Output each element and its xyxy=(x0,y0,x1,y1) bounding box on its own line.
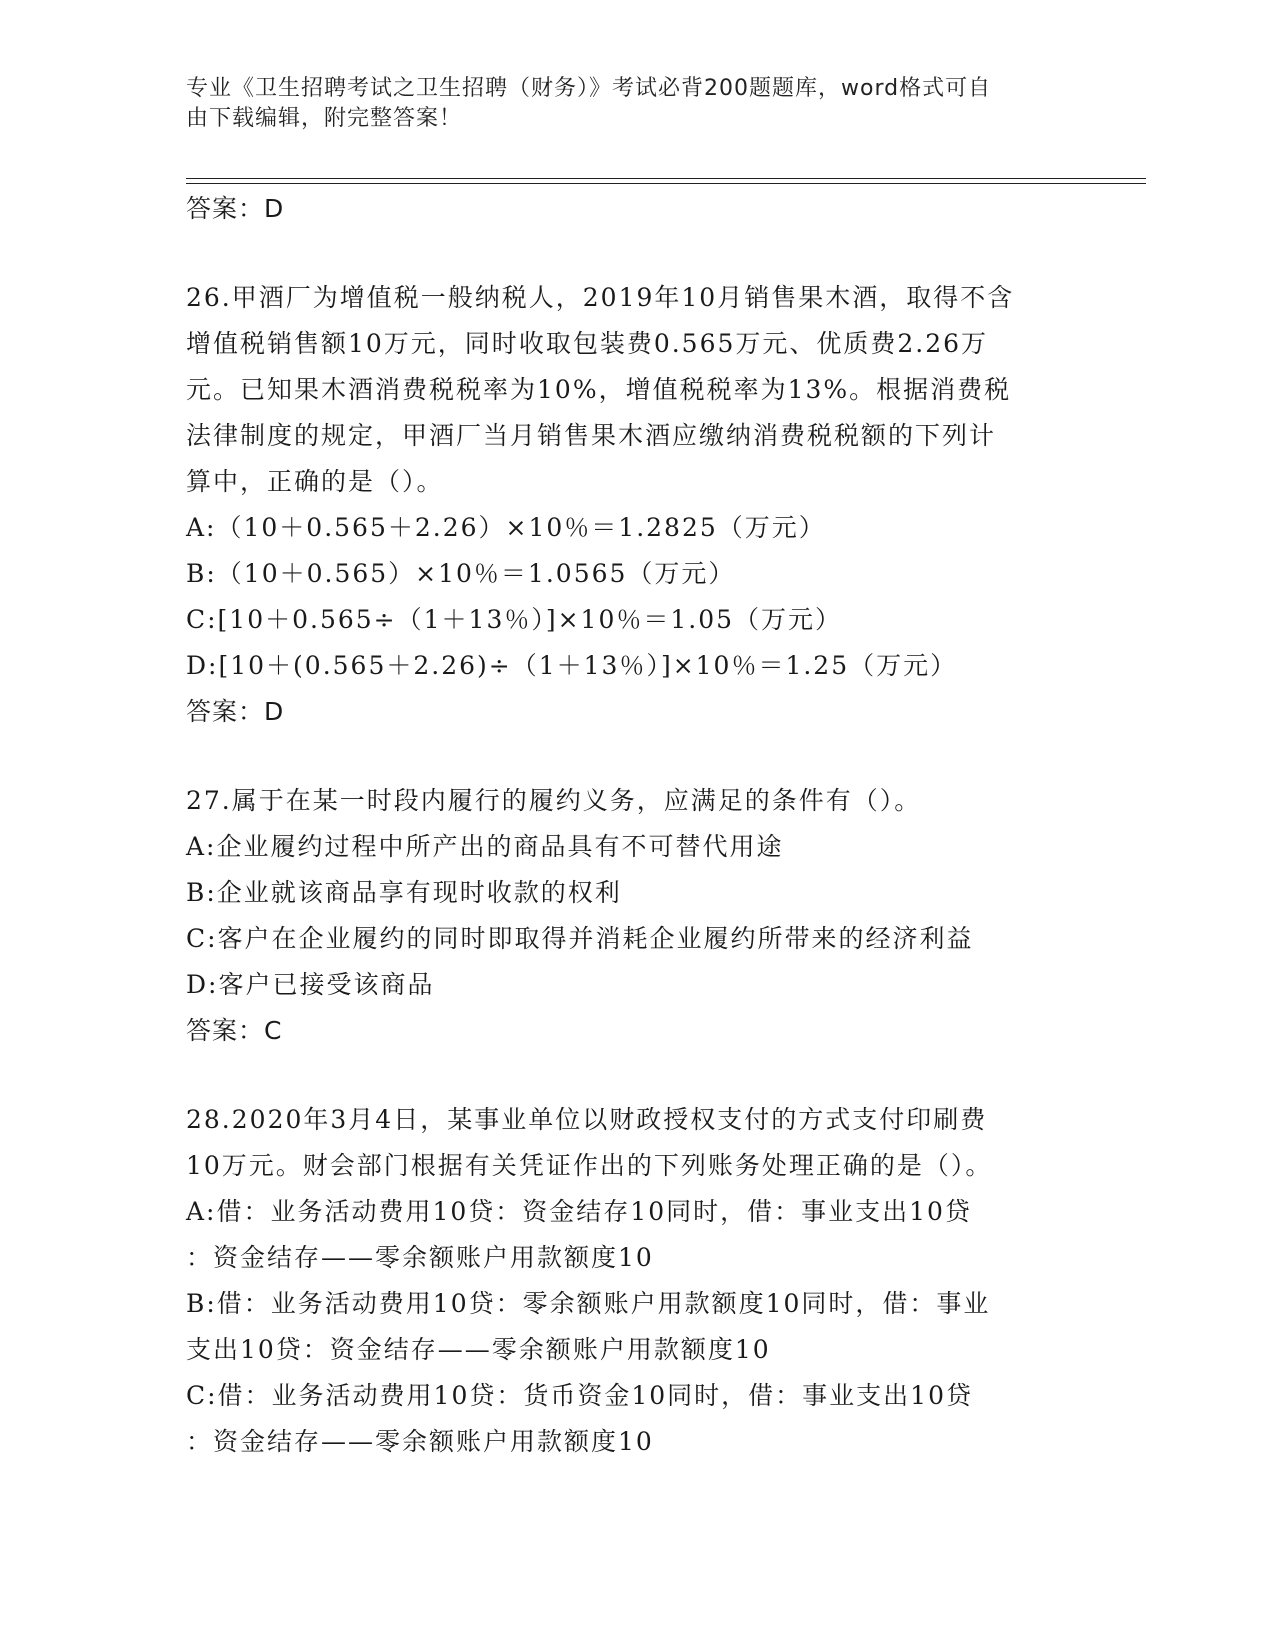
option-d: D:客户已接受该商品 xyxy=(186,970,435,999)
option-b-continued: 支出10贷：资金结存——零余额账户用款额度10 xyxy=(186,1335,771,1364)
question-text-line: 增值税销售额10万元，同时收取包装费0.565万元、优质费2.26万 xyxy=(186,329,989,358)
question-text-line: 算中，正确的是（）。 xyxy=(186,467,444,496)
question-text-line: 10万元。财会部门根据有关凭证作出的下列账务处理正确的是（）。 xyxy=(186,1151,993,1180)
header-line-1: 专业《卫生招聘考试之卫生招聘（财务）》考试必背200题题库，word格式可自 xyxy=(186,76,992,101)
question-text-line: 27.属于在某一时段内履行的履约义务，应满足的条件有（）。 xyxy=(186,786,922,815)
previous-answer: 答案：D xyxy=(186,194,285,223)
option-c-continued: ：资金结存——零余额账户用款额度10 xyxy=(186,1427,654,1456)
page-header xyxy=(186,74,1066,134)
question-26 xyxy=(186,275,1086,735)
question-text-line: 法律制度的规定，甲酒厂当月销售果木酒应缴纳消费税税额的下列计 xyxy=(186,421,997,450)
header-rule-thin xyxy=(186,183,1146,184)
question-27 xyxy=(186,778,1086,1054)
option-a: A:借：业务活动费用10贷：资金结存10同时，借：事业支出10贷 xyxy=(186,1197,972,1226)
option-b: B:企业就该商品享有现时收款的权利 xyxy=(186,878,622,907)
header-rule-thick xyxy=(186,178,1146,179)
option-b: B:借：业务活动费用10贷：零余额账户用款额度10同时，借：事业 xyxy=(186,1289,991,1318)
question-28 xyxy=(186,1097,1086,1465)
document-body xyxy=(186,186,1086,1465)
option-a: A:企业履约过程中所产出的商品具有不可替代用途 xyxy=(186,832,784,861)
option-c: C:客户在企业履约的同时即取得并消耗企业履约所带来的经济利益 xyxy=(186,924,974,953)
option-b: B:（10＋0.565）×10％＝1.0565（万元） xyxy=(186,559,736,588)
question-text-line: 26.甲酒厂为增值税一般纳税人，2019年10月销售果木酒，取得不含 xyxy=(186,283,1015,312)
option-d: D:[10＋(0.565＋2.26)÷（1＋13％）]×10％＝1.25（万元） xyxy=(186,651,958,680)
answer: 答案：D xyxy=(186,697,285,726)
option-a: A:（10＋0.565＋2.26）×10％＝1.2825（万元） xyxy=(186,513,826,542)
question-text-line: 元。已知果木酒消费税税率为10%，增值税税率为13%。根据消费税 xyxy=(186,375,1012,404)
option-c: C:借：业务活动费用10贷：货币资金10同时，借：事业支出10贷 xyxy=(186,1381,973,1410)
option-c: C:[10＋0.565÷（1＋13％）]×10％＝1.05（万元） xyxy=(186,605,843,634)
answer: 答案：C xyxy=(186,1016,283,1045)
question-text-line: 28.2020年3月4日，某事业单位以财政授权支付的方式支付印刷费 xyxy=(186,1105,988,1134)
header-line-2: 由下载编辑，附完整答案！ xyxy=(186,106,463,131)
option-a-continued: ：资金结存——零余额账户用款额度10 xyxy=(186,1243,654,1272)
